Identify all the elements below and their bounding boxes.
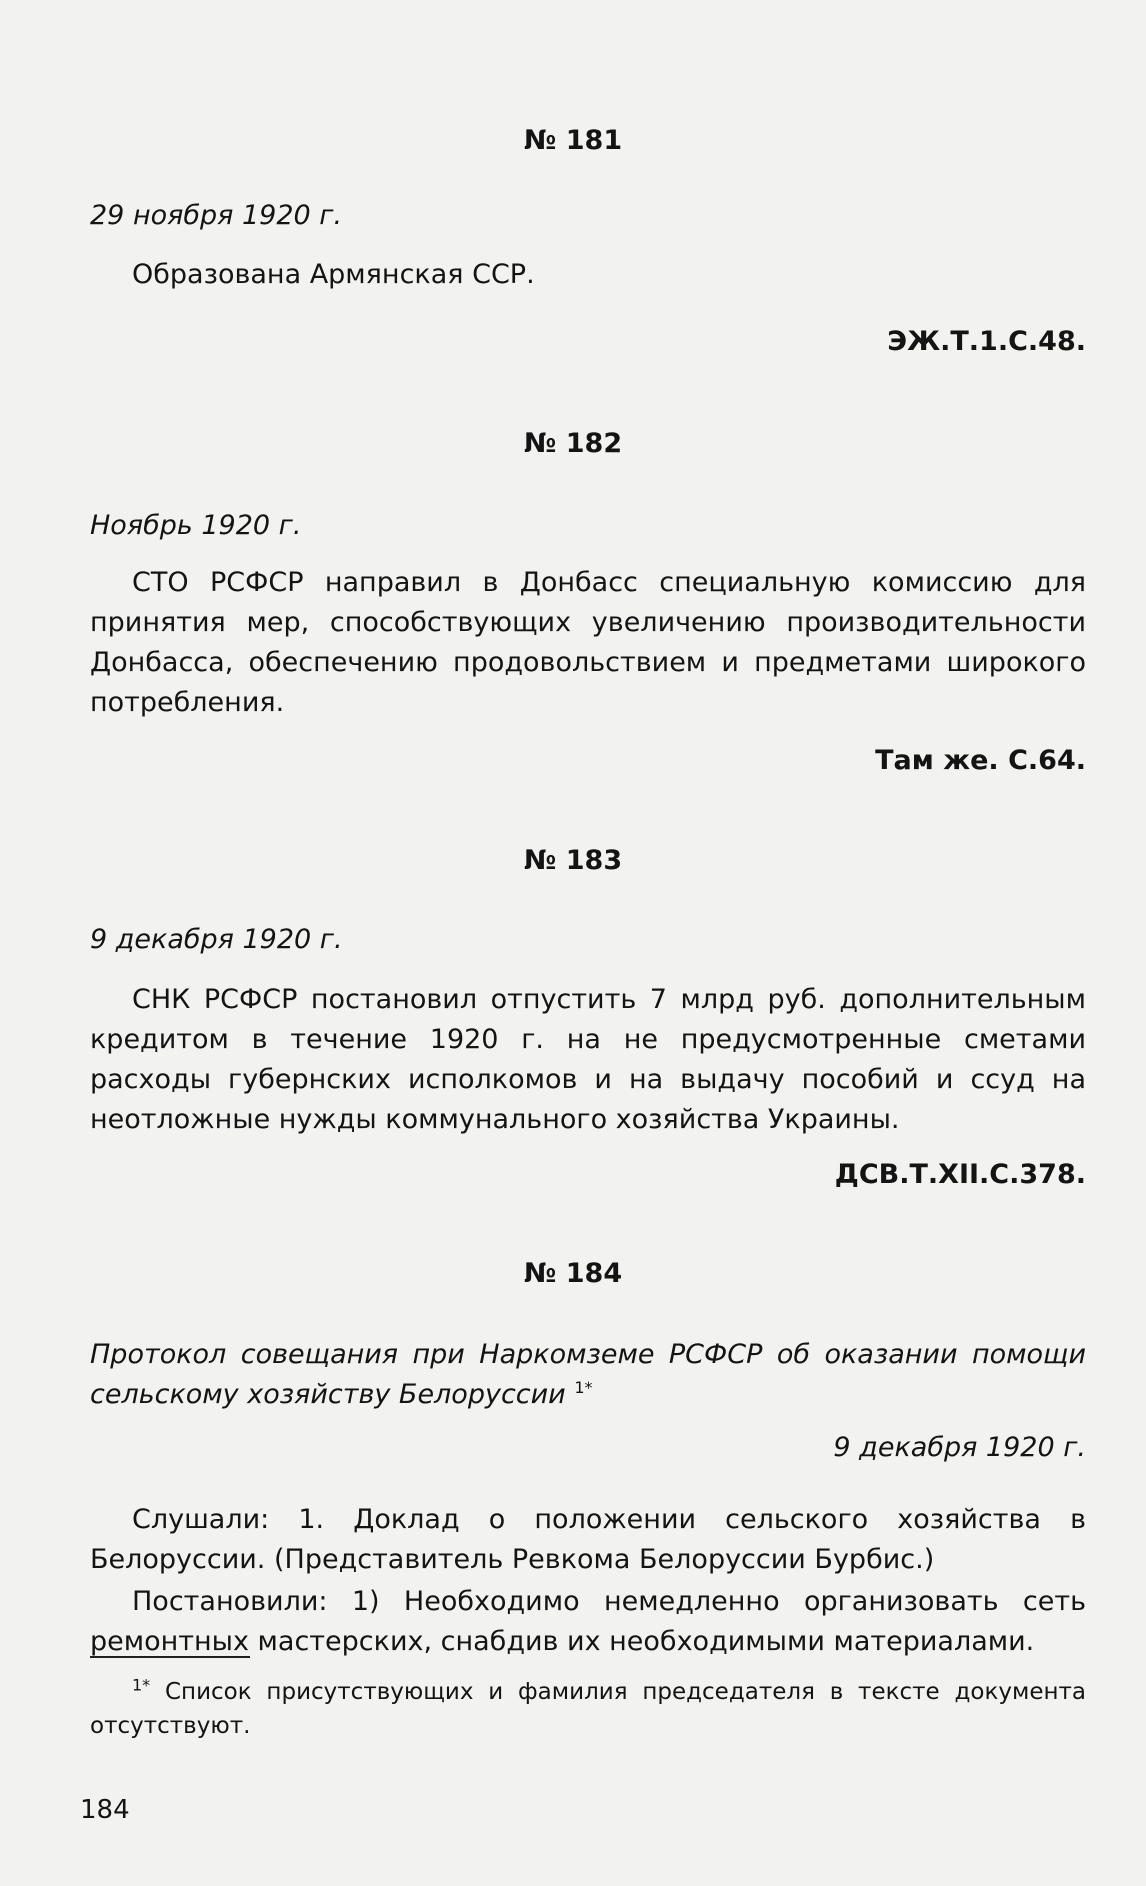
doc-184-date: 9 декабря 1920 г.: [833, 1432, 1086, 1463]
footnote-text: Список присутствующих и фамилия председателя в тексте документа отсутствуют.: [90, 1679, 1086, 1739]
page-number: 184: [80, 1795, 130, 1825]
doc-184-title: [90, 1335, 1086, 1415]
doc-183-number: № 183: [523, 845, 623, 876]
doc-184-resolved: Постановили: 1) Необходимо немедленно организовать сеть ремонтных мастерских, снабдив их необходимыми материалами.: [90, 1586, 1086, 1657]
doc-184-title-text: Протокол совещания при Наркомземе РСФСР об оказании помощи сельскому хозяйству Белоруссии: [90, 1339, 1086, 1410]
doc-182-number: № 182: [523, 428, 623, 459]
doc-182-date: Ноябрь 1920 г.: [90, 510, 302, 541]
doc-182-text: СТО РСФСР направил в Донбасс специальную комиссию для принятия мер, способствующих увеличению производительности Донбасса, обеспечению продовольствием и предметами широкого потребления.: [90, 567, 1086, 718]
doc-184-heard: Слушали: 1. Доклад о положении сельского хозяйства в Белоруссии. (Представитель Ревкома Белоруссии Бурбис.): [90, 1504, 1086, 1575]
doc-181-number: № 181: [523, 125, 623, 156]
footnote-mark: 1*: [132, 1675, 151, 1695]
doc-184-number: № 184: [523, 1258, 623, 1289]
doc-183-text: СНК РСФСР постановил отпустить 7 млрд руб. дополнительным кредитом в течение 1920 г. на не предусмотренные сметами расходы губернских исполкомов и на выдачу пособий и ссуд на неотложные нужды коммунального хозяйства Украины.: [90, 984, 1086, 1135]
doc-182-source: Там же. С.64.: [875, 745, 1086, 776]
doc-183-date: 9 декабря 1920 г.: [90, 924, 343, 955]
doc-184-title-note: 1*: [574, 1378, 593, 1397]
footnote: [90, 1675, 1086, 1743]
doc-181-date: 29 ноября 1920 г.: [90, 200, 343, 231]
doc-181-source: ЭЖ.Т.1.С.48.: [887, 326, 1086, 357]
doc-181-text: Образована Армянская ССР.: [132, 259, 535, 290]
doc-183-source: ДСВ.Т.XII.С.378.: [834, 1159, 1086, 1190]
footnote-rule: [90, 1656, 250, 1658]
